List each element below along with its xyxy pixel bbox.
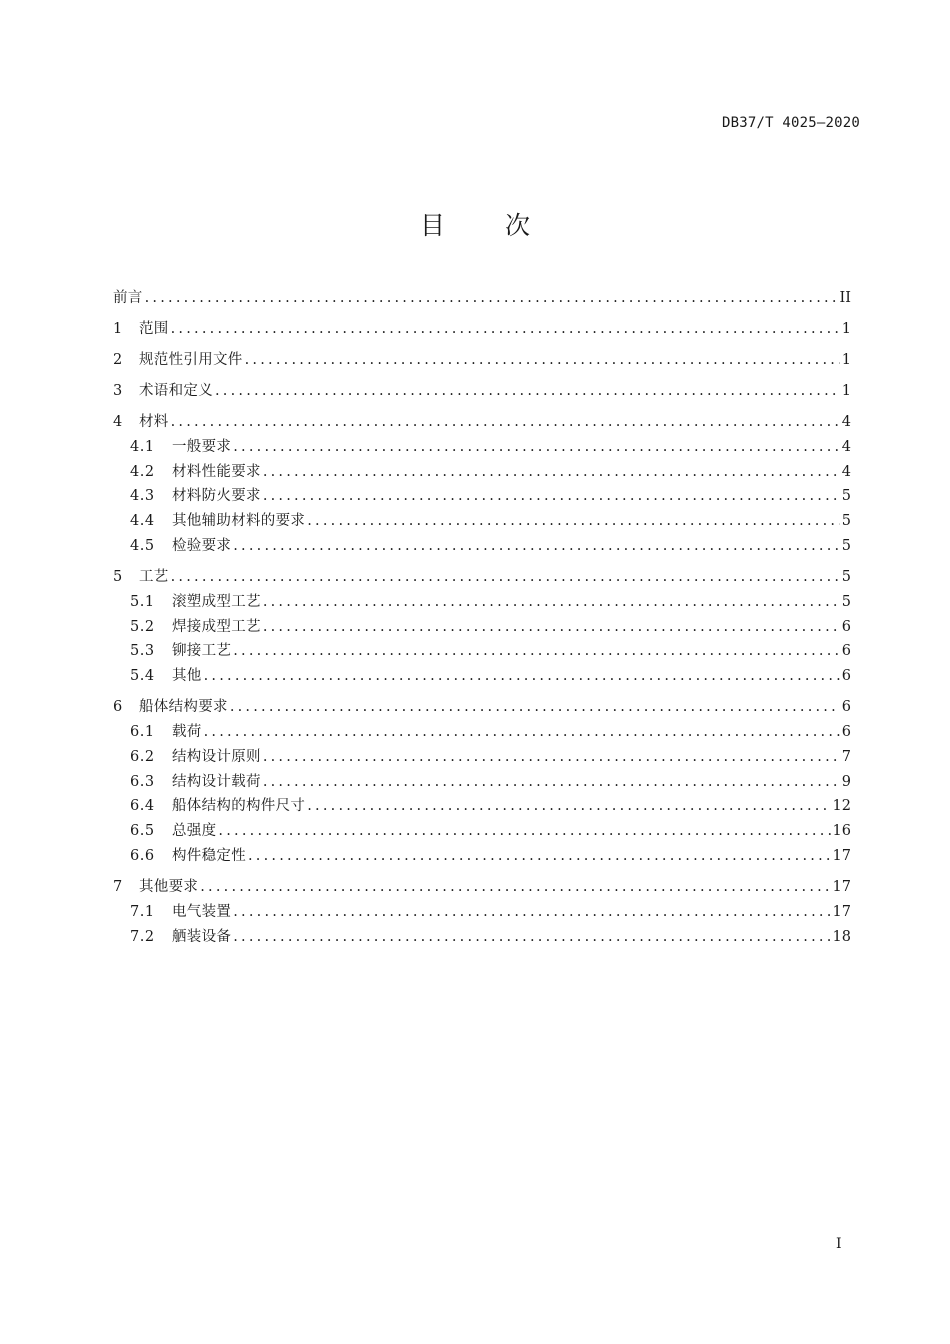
toc-entry[interactable] xyxy=(113,821,851,845)
toc-entry[interactable] xyxy=(113,437,851,461)
toc-entry-number: 7.1 xyxy=(130,903,155,920)
toc-dot-leader xyxy=(233,437,840,457)
toc-entry-number: 5.4 xyxy=(130,668,155,685)
toc-entry-number: 5 xyxy=(113,568,123,585)
toc-dot-leader xyxy=(233,927,830,947)
toc-entry-page: 9 xyxy=(841,773,851,790)
toc-dot-leader xyxy=(200,877,830,897)
toc-entry-page: 16 xyxy=(832,823,851,840)
toc-entry[interactable] xyxy=(113,567,851,591)
toc-entry-number: 5.2 xyxy=(130,618,155,635)
toc-dot-leader xyxy=(171,412,840,432)
toc-entry-label: 载荷 xyxy=(172,723,202,740)
toc-dot-leader xyxy=(263,486,840,506)
toc-entry-number: 5.1 xyxy=(130,593,155,610)
toc-entry-page: 4 xyxy=(841,463,851,480)
toc-entry[interactable] xyxy=(113,319,851,343)
toc-entry-page: 6 xyxy=(841,618,851,635)
toc-entry-number: 4 xyxy=(113,414,123,430)
toc-entry-number: 4.2 xyxy=(130,463,155,480)
toc-entry-number: 4.3 xyxy=(130,488,155,505)
toc-dot-leader xyxy=(218,821,830,841)
toc-entry[interactable] xyxy=(113,747,851,771)
toc-entry-number: 3 xyxy=(113,383,123,399)
toc-dot-leader xyxy=(263,772,840,792)
toc-entry-label: 船体结构要求 xyxy=(139,699,228,716)
toc-entry-page: 17 xyxy=(832,903,851,920)
toc-entry-number: 6.1 xyxy=(130,723,155,740)
toc-entry-page: 5 xyxy=(841,568,851,585)
toc-entry[interactable] xyxy=(113,641,851,665)
toc-entry-label: 前言 xyxy=(113,290,143,306)
toc-entry-number: 6 xyxy=(113,699,123,716)
toc-entry-page: 5 xyxy=(841,593,851,610)
toc-dot-leader xyxy=(233,902,830,922)
toc-entry[interactable] xyxy=(113,697,851,721)
toc-dot-leader xyxy=(233,641,840,661)
toc-dot-leader xyxy=(204,722,840,742)
toc-dot-leader xyxy=(171,319,840,339)
toc-entry-number: 4.4 xyxy=(130,513,155,530)
toc-entry-number: 7.2 xyxy=(130,928,155,945)
toc-entry-page: 17 xyxy=(832,878,851,895)
toc-entry-page: 5 xyxy=(841,537,851,554)
toc-entry[interactable] xyxy=(113,486,851,510)
toc-entry[interactable] xyxy=(113,592,851,616)
toc-entry-page: II xyxy=(839,290,851,306)
toc-entry-page: 5 xyxy=(841,513,851,530)
toc-entry[interactable] xyxy=(113,846,851,870)
toc-dot-leader xyxy=(215,381,840,401)
toc-entry-label: 铆接工艺 xyxy=(172,643,232,660)
toc-entry-label: 其他要求 xyxy=(139,878,199,895)
toc-entry[interactable] xyxy=(113,350,851,374)
toc-entry-number: 6.2 xyxy=(130,748,155,765)
toc-entry-label: 总强度 xyxy=(172,823,217,840)
toc-entry-label: 规范性引用文件 xyxy=(139,352,243,368)
toc-entry[interactable] xyxy=(113,902,851,926)
toc-entry-number: 6.5 xyxy=(130,823,155,840)
toc-entry[interactable] xyxy=(113,927,851,951)
toc-dot-leader xyxy=(171,567,840,587)
page-title: 目 次 xyxy=(420,211,556,240)
toc-dot-leader xyxy=(248,846,831,866)
toc-entry-number: 4.5 xyxy=(130,537,155,554)
toc-entry-label: 结构设计载荷 xyxy=(172,773,261,790)
toc-entry-page: 12 xyxy=(832,798,851,815)
toc-entry-label: 电气装置 xyxy=(172,903,232,920)
toc-entry-label: 材料性能要求 xyxy=(172,463,261,480)
toc-dot-leader xyxy=(263,462,840,482)
toc-entry-number: 6.6 xyxy=(130,847,155,864)
toc-dot-leader xyxy=(145,288,838,308)
toc-entry-label: 船体结构的构件尺寸 xyxy=(172,798,306,815)
toc-entry-number: 6.3 xyxy=(130,773,155,790)
toc-dot-leader xyxy=(263,617,840,637)
toc-entry-label: 术语和定义 xyxy=(139,383,213,399)
toc-entry-page: 17 xyxy=(832,847,851,864)
toc-entry-label: 构件稳定性 xyxy=(172,847,246,864)
toc-entry-page: 7 xyxy=(841,748,851,765)
toc-entry-label: 舾装设备 xyxy=(172,928,232,945)
toc-entry-label: 一般要求 xyxy=(172,438,232,455)
toc-dot-leader xyxy=(245,350,840,370)
toc-entry-number: 6.4 xyxy=(130,798,155,815)
toc-entry[interactable] xyxy=(113,617,851,641)
toc-entry-number: 4.1 xyxy=(130,438,155,455)
toc-entry-page: 6 xyxy=(841,699,851,716)
toc-entry[interactable] xyxy=(113,722,851,746)
toc-entry[interactable] xyxy=(113,381,851,405)
toc-entry-page: 5 xyxy=(841,488,851,505)
toc-entry-page: 6 xyxy=(841,723,851,740)
toc-entry-page: 6 xyxy=(841,668,851,685)
toc-dot-leader xyxy=(307,511,840,531)
toc-entry[interactable] xyxy=(113,796,851,820)
toc-entry-page: 4 xyxy=(841,438,851,455)
toc-entry[interactable] xyxy=(113,877,851,901)
toc-entry-page: 1 xyxy=(841,383,851,399)
toc-entry-label: 滚塑成型工艺 xyxy=(172,593,261,610)
toc-entry-label: 工艺 xyxy=(139,568,169,585)
standard-code: DB37/T 4025—2020 xyxy=(721,115,860,131)
toc-entry[interactable] xyxy=(113,666,851,690)
toc-entry-page: 1 xyxy=(841,321,851,337)
toc-entry-label: 焊接成型工艺 xyxy=(172,618,261,635)
toc-entry-label: 结构设计原则 xyxy=(172,748,261,765)
toc-entry-label: 检验要求 xyxy=(172,537,232,554)
toc-entry-number: 1 xyxy=(113,321,123,337)
toc-entry[interactable] xyxy=(113,772,851,796)
toc-entry-number: 7 xyxy=(113,878,123,895)
toc-dot-leader xyxy=(263,592,840,612)
toc-dot-leader xyxy=(204,666,840,686)
toc-entry[interactable] xyxy=(113,288,851,312)
toc-entry-page: 1 xyxy=(841,352,851,368)
toc-entry[interactable] xyxy=(113,412,851,436)
toc-entry[interactable] xyxy=(113,511,851,535)
toc-dot-leader xyxy=(307,796,830,816)
toc-entry[interactable] xyxy=(113,462,851,486)
toc-entry-page: 4 xyxy=(841,414,851,430)
toc-dot-leader xyxy=(263,747,840,767)
table-of-contents xyxy=(113,288,851,951)
toc-entry-label: 其他辅助材料的要求 xyxy=(172,513,306,530)
toc-entry-label: 其他 xyxy=(172,668,202,685)
toc-dot-leader xyxy=(230,697,840,717)
toc-entry-page: 6 xyxy=(841,643,851,660)
toc-entry-number: 5.3 xyxy=(130,643,155,660)
toc-entry-label: 材料 xyxy=(139,414,169,430)
toc-entry-number: 2 xyxy=(113,352,123,368)
toc-entry[interactable] xyxy=(113,536,851,560)
page-number: I xyxy=(836,1236,842,1252)
toc-entry-label: 范围 xyxy=(139,321,169,337)
toc-dot-leader xyxy=(233,536,840,556)
toc-entry-page: 18 xyxy=(832,928,851,945)
toc-entry-label: 材料防火要求 xyxy=(172,488,261,505)
